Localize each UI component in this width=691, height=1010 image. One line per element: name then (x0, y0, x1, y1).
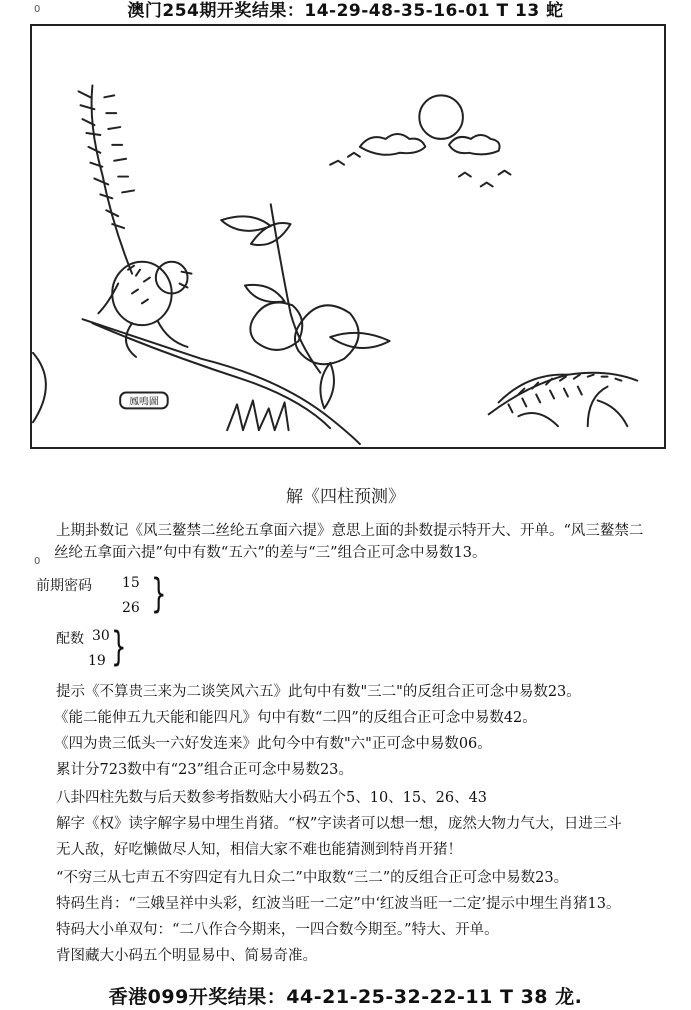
grass (227, 400, 288, 430)
tree-trunk (83, 319, 360, 444)
corner-mark-mid: 0 (34, 556, 41, 567)
monkey (98, 262, 191, 357)
peach-2 (295, 305, 359, 364)
password-brace: } (151, 571, 167, 617)
text-line-2: 《能二能伸五九天能和能四凡》句中有数“二四”的反组合正可念中易数42。 (54, 710, 537, 726)
seal-stamp (120, 393, 168, 409)
leaf-2 (251, 223, 291, 245)
leaf-4 (330, 333, 389, 348)
password-value-1: 15 (122, 575, 140, 591)
text-line-5: 八卦四柱先数与后天数参考指数贴大小码五个5、10、15、26、43 (56, 790, 488, 806)
peach-branch (271, 204, 321, 372)
svg-text:鳳鳴圖: 鳳鳴圖 (129, 396, 159, 408)
moon (419, 95, 463, 139)
paragraph-1-line-1: 上期卦数记《风三鳌禁二丝纶五拿面六提》意思上面的卦数提示特开大、开单。“风三鳌禁二 (56, 523, 644, 539)
bird-2 (348, 153, 360, 157)
text-line-9: 特码生肖：“三娥呈祥中头彩，红波当旺一二定”中‘红波当旺一二定’提示中埋生肖猪13。 (56, 896, 621, 912)
illustration-panel (30, 24, 666, 449)
bird-3 (459, 173, 471, 177)
bird-1 (330, 161, 344, 165)
text-line-11: 背图藏大小码五个明显易中、简易奇准。 (56, 948, 317, 964)
leaf-1 (221, 216, 271, 231)
paragraph-1-line-2: 丝纶五拿面六提”句中有数“五六”的差与“三”组合正可念中易数13。 (54, 545, 487, 561)
pairing-value-1: 30 (92, 628, 110, 644)
leaf-3 (245, 285, 285, 302)
corner-mark-top: 0 (34, 4, 41, 15)
text-line-1: 提示《不算贵三来为二谈笑风六五》此句中有数"三二"的反组合正可念中易数23。 (56, 684, 581, 700)
macau-result-banner: 澳门254期开奖结果：14-29-48-35-16-01 T 13 蛇 (127, 1, 564, 21)
bird-4 (481, 183, 493, 187)
text-line-8: “不穷三从七声五不穷四定有九日众二”中取数“三二”的反组合正可念中易数23。 (56, 870, 569, 886)
bird-5 (499, 171, 511, 175)
pairing-value-2: 19 (88, 653, 106, 669)
rice-stalks (489, 373, 638, 426)
hk-result-banner: 香港099开奖结果：44-21-25-32-22-11 T 38 龙. (108, 986, 583, 1008)
left-edge-arc (33, 353, 46, 422)
paragraph-1 (56, 520, 668, 564)
text-line-7: 无人敌，好吃懒做尽人知，相信大家不难也能猜测到特肖开猪！ (56, 842, 462, 858)
pairing-label: 配数 (56, 631, 84, 647)
leaf-5 (320, 363, 334, 409)
text-line-6: 解字《权》读字解字易中埋生肖猪。“权”字读者可以想一想，庞然大物力气大，日进三斗 (56, 816, 622, 832)
cloud-right (449, 135, 500, 154)
pairing-brace: } (111, 624, 127, 670)
text-line-10: 特码大小单双句：“二八作合今期来，一四合数今期至。”特大、开单。 (56, 922, 499, 938)
text-line-4: 累计分723数中有“23”组合正可念中易数23。 (56, 762, 353, 778)
ink-drawing (32, 26, 664, 447)
password-value-2: 26 (122, 600, 140, 616)
password-label: 前期密码 (36, 578, 92, 594)
cloud-left (360, 134, 425, 155)
text-line-3: 《四为贵三低头一六好发连来》此句今中有数"六"正可念中易数06。 (54, 736, 492, 752)
section-title: 解《四柱预测》 (286, 487, 405, 507)
